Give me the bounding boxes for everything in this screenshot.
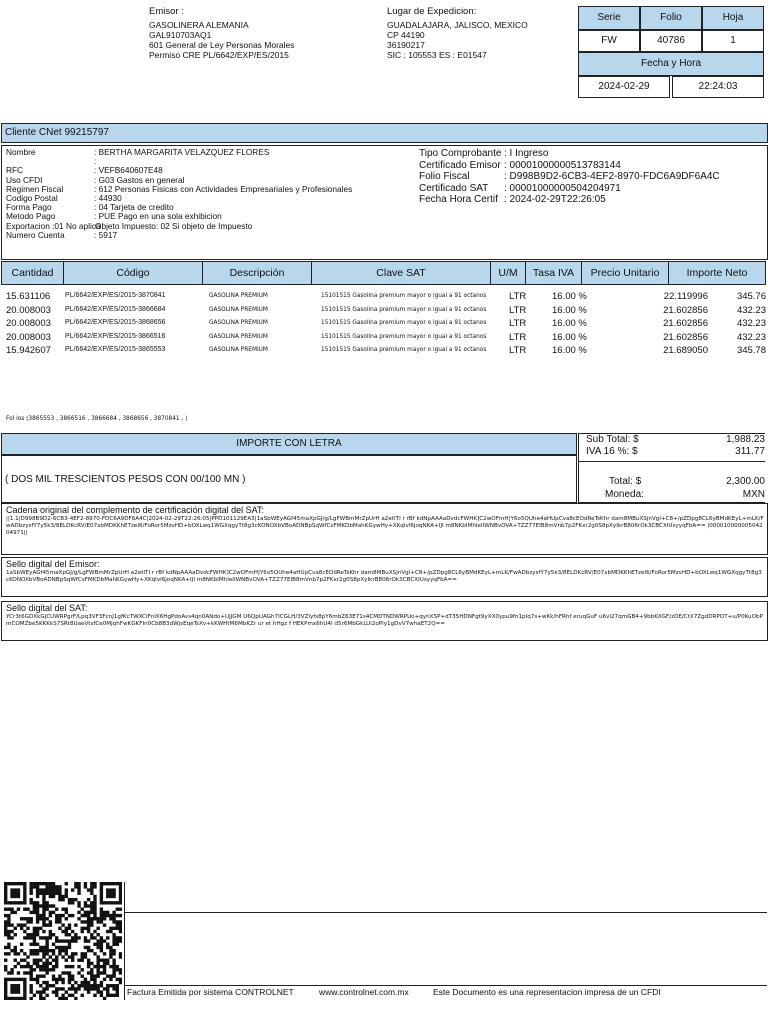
table-row [6, 291, 766, 303]
item-desc: GASOLINA PREMIUM [209, 307, 268, 313]
footer-box [124, 882, 768, 1000]
expedition-heading: Lugar de Expedicion: [387, 6, 477, 17]
client-value: Objeto Impuesto: 02 Si objeto de Impuesto [95, 220, 253, 231]
currency-value: MXN [742, 489, 765, 500]
footer-note: Este Documento es una representacion impresa de un CFDI [433, 987, 661, 997]
expedition-line: 36190217 [387, 40, 425, 50]
currency-label: Moneda: [605, 489, 644, 500]
client-value: : G03 Gastos en general [94, 174, 185, 185]
item-price: 22.119996 [663, 291, 708, 302]
col-descripcion: Descripción [203, 262, 312, 285]
item-price: 21.602856 [663, 305, 708, 316]
client-value: : 5917 [94, 229, 118, 240]
table-row [6, 318, 766, 330]
issuer-heading: Emisor : [149, 6, 184, 17]
item-iva: 16.00 % [552, 318, 587, 329]
cadena-text: ||1.1|D998B9D2-6CB3-4EF2-8970-FDC6A9DF6A4C|2024-02-29T22:26:05|PPD101129EA3|1aSbWEyAGf45maXpGJ/g/LgFWBmMrZpUrH a2etITI r rBf kdNpAAAaDvdcFWHK]C2wOFmH|Y6o5QUhe4aHUpCva8cEOdReTsKhr dam8MBuXSjnVgl+C8+/pZDpg8CL6yBMdKEyL+mLK/FwADbzysfY7y5k3/8ELDKcRV/E07xbMDKKhETzeI6/FoRor5MzvHD+bOXLwq1WGXqgyTt8g3cKONOXbVBoADNBpSqWfCsFMKDbMahKGywHy+XKqIvl6joqNKA+IJI m8NKbIMhIeIIWNBvOVA+TZZ77EIB8mVnb7p2FKxr2g0S8pXyIkrB806rOk3CBCXIUsyyqFbA== |00001000000504204971|| [6, 516, 764, 537]
client-value: : BERTHA MARGARITA VELAZQUEZ FLORES [94, 147, 270, 157]
client-label: Exportacion :01 No aplica [6, 220, 101, 231]
item-price: 21.689050 [663, 345, 708, 356]
doc-header-box [578, 6, 764, 98]
cfdi-value: : 00001000000513783144 [504, 159, 621, 171]
client-value: : [94, 156, 97, 167]
item-sat: 15101515 Gasolina premium mayor o igual a 91 octanos [321, 334, 487, 340]
expedition-line: GUADALAJARA, JALISCO, MEXICO [387, 20, 528, 30]
cadena-box [1, 503, 768, 555]
cfdi-label: Fecha Hora Certif [419, 194, 498, 205]
client-value: : PUE Pago en una sola exhibicion [94, 211, 222, 222]
iva-value: 311.77 [735, 446, 765, 457]
client-label: Numero Cuenta [6, 229, 65, 240]
item-um: LTR [509, 305, 527, 316]
item-um: LTR [509, 318, 527, 329]
item-sat: 15101515 Gasolina premium mayor o igual a 91 octanos [321, 347, 487, 353]
item-qty: 20.008003 [6, 318, 51, 329]
folio-label: Folio [640, 6, 702, 30]
client-labels [6, 148, 101, 240]
item-code: PL/6642/EXP/ES/2015-3865553 [65, 346, 166, 353]
item-um: LTR [509, 345, 527, 356]
table-row [6, 345, 766, 357]
item-total: 432.23 [736, 305, 766, 316]
cfdi-label: Tipo Comprobante [419, 148, 502, 159]
cfdi-value: : I Ingreso [504, 148, 549, 159]
cfdi-values [504, 148, 720, 206]
amount-words-box [1, 455, 577, 503]
item-code: PL/6642/EXP/ES/2015-3868656 [65, 319, 166, 326]
items-header [1, 261, 766, 285]
client-label: Regimen Fiscal [6, 183, 64, 194]
time-value: 22:24:03 [672, 76, 764, 98]
issuer-line: GASOLINERA ALEMANIA [149, 20, 249, 30]
cfdi-label: Certificado SAT [419, 182, 489, 194]
item-um: LTR [509, 291, 527, 302]
client-value: : 44930 [94, 193, 122, 204]
item-code: PL/6642/EXP/ES/2015-3866516 [65, 333, 166, 340]
footer-divider [125, 912, 767, 913]
cfdi-label: Certificado Emisor [419, 159, 501, 171]
item-qty: 20.008003 [6, 305, 51, 316]
expedition-block [387, 20, 528, 60]
folio-value: 40786 [640, 30, 702, 52]
client-label: Nombre [6, 147, 36, 157]
col-precio: Precio Unitario [582, 262, 669, 285]
footer-system: Factura Emitida por sistema CONTROLNET [127, 987, 294, 997]
item-price: 21.602856 [663, 332, 708, 343]
client-values [94, 148, 352, 240]
col-codigo: Código [64, 262, 203, 285]
item-um: LTR [509, 332, 527, 343]
item-desc: GASOLINA PREMIUM [209, 293, 268, 299]
col-clave-sat: Clave SAT [312, 262, 491, 285]
cadena-title: Cadena original del complemento de certificación digital del SAT: [6, 505, 264, 515]
subtotal-label: Sub Total: $ [586, 434, 639, 445]
item-iva: 16.00 % [552, 332, 587, 343]
item-total: 432.23 [736, 332, 766, 343]
item-iva: 16.00 % [552, 305, 587, 316]
expedition-line: CP 44190 [387, 30, 425, 40]
item-sat: 15101515 Gasolina premium mayor o igual a 91 octanos [321, 307, 487, 313]
table-row [6, 305, 766, 317]
cfdi-value: : 2024-02-29T22:26:05 [504, 194, 606, 205]
item-sat: 15101515 Gasolina premium mayor o igual a 91 octanos [321, 293, 487, 299]
item-qty: 20.008003 [6, 332, 51, 343]
item-code: PL/6642/EXP/ES/2015-3866684 [65, 306, 166, 313]
item-price: 21.602856 [663, 318, 708, 329]
table-row [6, 332, 766, 344]
item-sat: 15101515 Gasolina premium mayor o igual a 91 octanos [321, 320, 487, 326]
col-um: U/M [491, 262, 526, 285]
item-total: 432.23 [736, 318, 766, 329]
item-desc: GASOLINA PREMIUM [209, 347, 268, 353]
sello-sat-box [1, 601, 768, 641]
cfdi-labels [419, 148, 501, 206]
item-qty: 15.942607 [6, 345, 51, 356]
total-label: Total: $ [609, 476, 642, 487]
item-iva: 16.00 % [552, 345, 587, 356]
totals-divider [579, 461, 765, 462]
issuer-block [149, 20, 295, 60]
item-desc: GASOLINA PREMIUM [209, 334, 268, 340]
issuer-line: GAL910703AQ1 [149, 30, 212, 40]
serie-label: Serie [578, 6, 640, 30]
client-value: : VEFB640607E48 [94, 165, 163, 176]
iva-label: IVA 16 %: $ [586, 446, 638, 457]
col-tasa-iva: Tasa IVA [526, 262, 582, 285]
folios-line: Fol ios (3865553 , 3866516 , 3866684 , 3868656 , 3870841 , ) [6, 416, 188, 422]
client-label: Uso CFDI [6, 174, 43, 185]
client-label: Forma Pago [6, 202, 52, 213]
cfdi-value: : D998B9D2-6CB3-4EF2-8970-FDC6A9DF6A4C [504, 171, 720, 182]
totals-box [578, 433, 765, 503]
item-total: 345.76 [736, 291, 766, 302]
item-qty: 15.631106 [6, 291, 51, 302]
date-value: 2024-02-29 [578, 76, 670, 98]
sello-sat-text: YCr3t6GDXkGjCUWRPgrF/Lpq3VF3FcnJ1gfKcTWXCIFnlX6HgPdoAvs4qn0ANdo+UjJGM U6QpUAGh7ICGLH/3VZlyfs8pY6mbZ63E71s4CMDTNDWRPUo+qynXSP+dT35HDNFgt9yXX0ypu9fn1pIq7s+wKk/hFRhf eruqGuF u6vI27qmGB4+9bbKXGF/zDE/CtX7ZgdDRPOT+u/P0KuObPmCOMZbe5KKKkS7SRt8UaeVtsfCe0MjqhFwKGKFIn0Cb8B3dWjsEqeTsXv+kKWHtM6MbKZr ur et hHgz f HEKPmx6hU4I d5r6MbGkLUi2oPly1gDvV7whaET2Q== [6, 614, 763, 628]
item-code: PL/6642/EXP/ES/2015-3870841 [65, 292, 166, 299]
footer-url: www.controlnet.com.mx [319, 987, 409, 997]
col-importe: Importe Neto [669, 262, 766, 285]
amount-words-text: ( DOS MIL TRESCIENTOS PESOS CON 00/100 MN ) [5, 474, 246, 485]
sello-emisor-title: Sello digital del Emisor: [6, 559, 100, 569]
item-desc: GASOLINA PREMIUM [209, 320, 268, 326]
sello-emisor-text: 1aSbWEyAGf45maXpGJ/g/LgFWBmMrZpUrH a2etITI r rBf kdNpAAAaDvdcFWHK]C2wOFmH|Y6o5QUhe4aHUpCva8cEOdReTsKhr dam8MBuXSjnVgl+C8+/pZDpg8CL6yBMdKEyL+mLK/FwADbzysfY7y5k3/8ELDKcRV/E07xbMDKKhETzeI6/FoRor5MzvHD+bOXLwq1WGXqgyTt8g3cKONOXbVBoADNBpSqWfCsFMKDbMahKGywHy+XKqIvl6joqNKA+IJI m8NKbIMhIeIIWNBvOVA+TZZ77EIB8mVnb7p2FKxr2g0S8pXyIkrB806rOk3CBCXIUsyyqFbA== [6, 570, 762, 584]
fecha-label: Fecha y Hora [578, 52, 764, 76]
client-bar: Cliente CNet 99215797 [1, 123, 768, 143]
client-value: : 612 Personas Fisicas con Actividades Empresariales y Profesionales [94, 183, 353, 194]
total-value: 2,300.00 [726, 476, 765, 487]
hoja-label: Hoja [702, 6, 764, 30]
issuer-line: Permiso CRE PL/6642/EXP/ES/2015 [149, 50, 289, 60]
hoja-value: 1 [702, 30, 764, 52]
item-iva: 16.00 % [552, 291, 587, 302]
footer-divider [125, 985, 767, 986]
issuer-line: 601 General de Ley Personas Morales [149, 40, 295, 50]
serie-value: FW [578, 30, 640, 52]
client-label: Metodo Pago [6, 211, 56, 222]
col-cantidad: Cantidad [2, 262, 64, 285]
sello-emisor-box [1, 557, 768, 597]
qr-code [4, 882, 122, 1000]
client-label: Codigo Postal [6, 193, 58, 203]
subtotal-value: 1,988.23 [726, 434, 765, 445]
cfdi-label: Folio Fiscal [419, 171, 470, 182]
cfdi-value: : 00001000000504204971 [504, 182, 621, 194]
item-total: 345.78 [736, 345, 766, 356]
expedition-line: SIC : 105553 ES : E01547 [387, 50, 487, 60]
client-value: : 04 Tarjeta de credito [94, 202, 174, 213]
sello-sat-title: Sello digital del SAT: [6, 603, 88, 613]
client-label: RFC [6, 165, 24, 176]
amount-words-title: IMPORTE CON LETRA [1, 433, 577, 455]
